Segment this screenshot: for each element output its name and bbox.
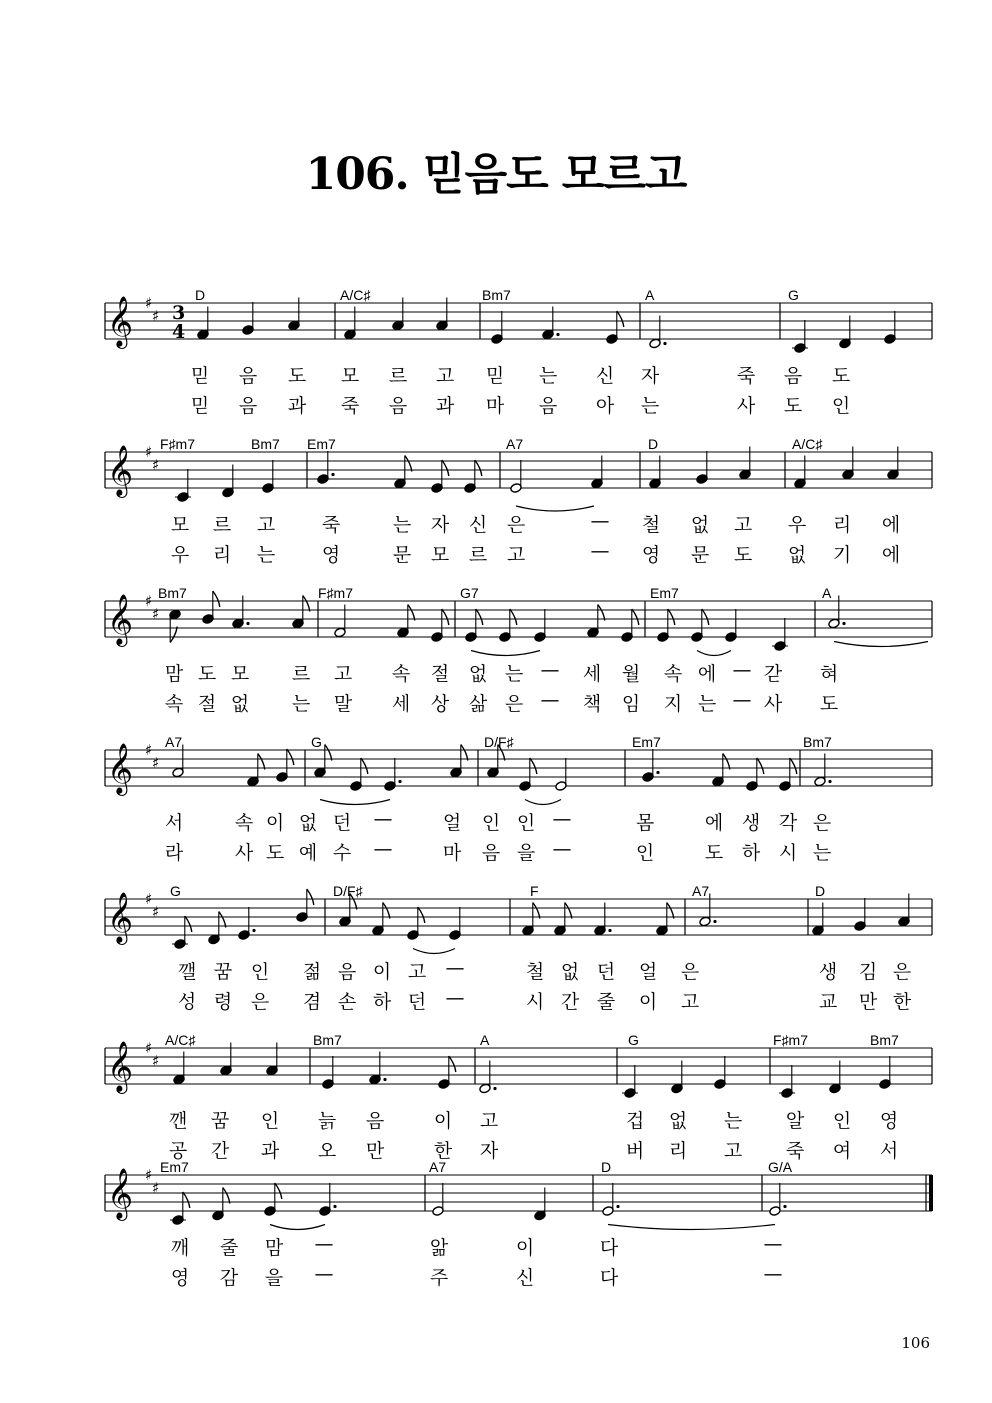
lyric-verse2: 오: [317, 1140, 337, 1162]
chord-symbol: F♯m7: [318, 585, 353, 601]
lyric-verse1: 음: [337, 961, 357, 983]
lyric-verse2: 말: [333, 693, 353, 715]
lyric-verse1: 서: [164, 812, 184, 834]
lyric-verse1: 신: [468, 514, 488, 536]
lyric-verse2: 음: [388, 395, 408, 417]
lyric-verse2: 한: [433, 1140, 453, 1162]
lyric-verse1: 젊: [302, 961, 322, 983]
lyric-verse2: 는: [256, 544, 276, 566]
chord-symbol: A/C♯: [792, 436, 823, 452]
lyric-verse2: 르: [468, 544, 488, 566]
note: [884, 311, 896, 344]
lyric-verse1: 자: [640, 365, 660, 387]
lyric-verse1: 음: [238, 365, 258, 387]
chord-symbol: F♯m7: [773, 1032, 808, 1048]
lyric-verse2: 고: [723, 1140, 743, 1162]
chord-symbol: Bm7: [803, 734, 832, 750]
lyric-verse2: 지: [663, 693, 683, 715]
lyric-verse1: 이: [265, 812, 285, 834]
note: [170, 1192, 190, 1225]
lyric-verse1: 각: [778, 812, 798, 834]
lyric-verse2: 과: [435, 395, 455, 417]
lyric-verse2: —: [445, 987, 465, 1009]
chord-symbol: Em7: [307, 436, 336, 452]
note: [772, 618, 788, 651]
lyric-verse2: 은: [504, 693, 524, 715]
lyric-verse2: 도: [704, 842, 724, 864]
music-system: [0, 875, 992, 1025]
lyric-verse2: 영: [170, 1267, 190, 1289]
tie: [270, 1225, 325, 1230]
lyric-verse1: 은: [506, 514, 526, 536]
chord-symbol: G7: [460, 585, 479, 601]
sharp-icon: ♯: [152, 1052, 160, 1070]
lyric-verse1: 없: [298, 812, 318, 834]
note: [510, 460, 522, 493]
note: [172, 916, 192, 949]
music-system: [0, 428, 992, 578]
lyric-verse1: 르: [388, 365, 408, 387]
tie: [471, 651, 540, 656]
chord-symbol: A7: [506, 436, 524, 452]
lyric-verse1: —: [373, 808, 393, 830]
lyric-verse2: 도: [819, 693, 839, 715]
lyric-verse1: 속: [234, 812, 254, 834]
chord-symbol: A: [822, 585, 832, 601]
sharp-icon: ♯: [145, 1039, 153, 1057]
lyric-verse2: 시: [525, 991, 545, 1013]
lyric-verse1: 늙: [317, 1110, 337, 1132]
lyric-verse1: 모: [170, 514, 190, 536]
chord-symbol: A: [480, 1032, 490, 1048]
lyric-verse2: 버: [625, 1140, 645, 1162]
chord-symbol: D/F♯: [333, 883, 363, 899]
lyric-verse1: 인: [260, 1110, 280, 1132]
sharp-icon: ♯: [145, 592, 153, 610]
lyric-verse2: 감: [219, 1267, 239, 1289]
lyric-verse1: 우: [787, 514, 807, 536]
lyric-verse2: 문: [392, 544, 412, 566]
lyric-verse1: —: [314, 1233, 334, 1255]
lyric-verse2: 기: [832, 544, 852, 566]
staff: [0, 1151, 992, 1231]
sharp-icon: ♯: [152, 903, 160, 921]
lyric-verse1: 인: [481, 812, 501, 834]
lyric-verse2: 간: [210, 1140, 230, 1162]
lyric-verse2: 만: [365, 1140, 385, 1162]
lyric-verse1: 없: [668, 1110, 688, 1132]
lyric-verse1: 은: [892, 961, 912, 983]
lyric-verse1: 고: [435, 365, 455, 387]
lyric-verse2: 음: [538, 395, 558, 417]
chord-symbol: A/C♯: [340, 287, 371, 303]
lyric-verse2: 음: [238, 395, 258, 417]
lyric-verse1: —: [732, 659, 752, 681]
note: [879, 1056, 891, 1089]
lyric-verse2: 상: [430, 693, 450, 715]
lyric-verse1: 세: [582, 663, 602, 685]
lyric-verse2: 는: [640, 395, 660, 417]
lyric-verse2: —: [552, 838, 572, 860]
lyric-verse2: 는: [697, 693, 717, 715]
lyric-verse2: 고: [680, 991, 700, 1013]
lyric-verse1: 월: [621, 663, 641, 685]
treble-clef-icon: 𝄞: [107, 296, 134, 347]
chord-symbol: D: [601, 1159, 612, 1175]
lyric-verse2: 속: [164, 693, 184, 715]
note: [175, 469, 191, 502]
lyric-verse1: 앎: [429, 1237, 449, 1259]
page-number: 106: [901, 1334, 930, 1352]
lyric-verse1: —: [552, 808, 572, 830]
lyric-verse2: 사: [763, 693, 783, 715]
chord-symbol: Bm7: [482, 287, 511, 303]
chord-symbol: G: [628, 1032, 639, 1048]
chord-symbol: A: [645, 287, 655, 303]
lyric-verse1: 속: [391, 663, 411, 685]
lyric-verse1: 없: [468, 663, 488, 685]
lyric-verse2: 죽: [785, 1140, 805, 1162]
chord-symbol: A7: [692, 883, 710, 899]
lyric-verse2: 하: [372, 991, 392, 1013]
lyric-verse2: 절: [197, 693, 217, 715]
lyric-verse2: 을: [516, 842, 536, 864]
lyric-verse2: 세: [391, 693, 411, 715]
lyric-verse2: 인: [635, 842, 655, 864]
tie: [516, 506, 594, 511]
lyric-verse2: 줄: [596, 991, 616, 1013]
lyric-verse2: 아: [595, 395, 615, 417]
chord-symbol: A7: [165, 734, 183, 750]
lyric-verse2: 과: [260, 1140, 280, 1162]
treble-clef-icon: 𝄞: [107, 445, 134, 496]
time-signature-denominator: 4: [172, 321, 186, 343]
lyric-verse1: 는: [723, 1110, 743, 1132]
treble-clef-icon: 𝄞: [107, 892, 134, 943]
lyric-verse2: 하: [741, 842, 761, 864]
lyric-verse1: 얼: [638, 961, 658, 983]
chord-symbol: D/F♯: [484, 734, 514, 750]
lyric-verse1: 도: [197, 663, 217, 685]
chord-symbol: F♯m7: [160, 436, 195, 452]
lyric-verse2: 주: [429, 1267, 449, 1289]
lyric-verse1: 꿈: [213, 961, 233, 983]
lyric-verse1: 철: [641, 514, 661, 536]
lyric-verse2: 자: [479, 1140, 499, 1162]
lyric-verse2: 령: [213, 991, 233, 1013]
chord-symbol: G/A: [768, 1159, 793, 1175]
lyric-verse2: 모: [430, 544, 450, 566]
lyric-verse1: 얼: [442, 812, 462, 834]
lyric-verse1: 김: [858, 961, 878, 983]
lyric-verse1: 꿈: [210, 1110, 230, 1132]
sharp-icon: ♯: [152, 754, 160, 772]
lyric-verse1: 속: [663, 663, 683, 685]
chord-symbol: D: [195, 287, 206, 303]
lyric-verse2: 을: [264, 1267, 284, 1289]
chord-symbol: D: [648, 436, 659, 452]
lyric-verse1: 은: [680, 961, 700, 983]
lyric-verse2: —: [732, 689, 752, 711]
lyric-verse1: 르: [291, 663, 311, 685]
chord-symbol: G: [788, 287, 799, 303]
note: [449, 907, 461, 940]
lyric-verse2: 우: [170, 544, 190, 566]
note: [714, 1056, 726, 1089]
lyric-verse1: 는: [504, 663, 524, 685]
chord-symbol: Em7: [650, 585, 679, 601]
note: [696, 451, 708, 484]
note: [555, 758, 567, 791]
lyric-verse1: 없: [560, 961, 580, 983]
lyric-verse1: 모: [230, 663, 250, 685]
lyric-verse1: 다: [599, 1237, 619, 1259]
sharp-icon: ♯: [145, 741, 153, 759]
lyric-verse1: 인: [832, 1110, 852, 1132]
lyric-verse1: 깰: [177, 961, 197, 983]
lyric-verse1: 던: [596, 961, 616, 983]
lyric-verse1: 은: [812, 812, 832, 834]
lyric-verse2: 만: [858, 991, 878, 1013]
note: [725, 609, 737, 642]
lyric-verse1: 맘: [264, 1237, 284, 1259]
lyric-verse2: 인: [831, 395, 851, 417]
lyric-verse2: 신: [515, 1267, 535, 1289]
sharp-icon: ♯: [152, 307, 160, 325]
chord-symbol: Bm7: [313, 1032, 342, 1048]
final-barline-thick: [929, 1175, 933, 1211]
lyric-verse2: 서: [879, 1140, 899, 1162]
lyric-verse1: 영: [879, 1110, 899, 1132]
lyric-verse1: 고: [333, 663, 353, 685]
lyric-verse2: 시: [778, 842, 798, 864]
lyric-verse2: 영: [641, 544, 661, 566]
lyric-verse1: 생: [818, 961, 838, 983]
lyric-verse2: 수: [332, 842, 352, 864]
chord-symbol: D: [815, 883, 826, 899]
lyric-verse1: 이: [515, 1237, 535, 1259]
lyric-verse1: 인: [516, 812, 536, 834]
note: [262, 460, 274, 493]
treble-clef-icon: 𝄞: [107, 1168, 134, 1219]
lyric-verse2: 한: [892, 991, 912, 1013]
lyric-verse1: 맘: [164, 663, 184, 685]
lyric-verse2: —: [373, 838, 393, 860]
note: [242, 302, 254, 335]
lyric-verse1: 혀: [819, 663, 839, 685]
lyric-verse2: 없: [787, 544, 807, 566]
chord-symbol: A/C♯: [165, 1032, 196, 1048]
lyric-verse1: 는: [392, 514, 412, 536]
lyric-verse2: 교: [818, 991, 838, 1013]
lyric-verse2: 던: [407, 991, 427, 1013]
sharp-icon: ♯: [145, 890, 153, 908]
lyric-verse1: 깬: [168, 1110, 188, 1132]
chord-symbol: Bm7: [158, 585, 187, 601]
lyric-verse2: 책: [582, 693, 602, 715]
lyric-verse2: 문: [690, 544, 710, 566]
sharp-icon: ♯: [145, 1166, 153, 1184]
lyric-verse1: 철: [525, 961, 545, 983]
lyric-verse2: 다: [599, 1267, 619, 1289]
lyric-verse1: —: [763, 1233, 783, 1255]
sharp-icon: ♯: [145, 294, 153, 312]
note: [792, 320, 808, 353]
lyric-verse1: 고: [479, 1110, 499, 1132]
lyric-verse2: 죽: [340, 395, 360, 417]
chord-symbol: G: [170, 883, 181, 899]
note: [432, 1183, 444, 1216]
lyric-verse1: 도: [287, 365, 307, 387]
lyric-verse2: —: [314, 1263, 334, 1285]
lyric-verse2: 없: [230, 693, 250, 715]
lyric-verse2: —: [540, 689, 560, 711]
lyric-verse2: 손: [337, 991, 357, 1013]
lyric-verse2: 간: [560, 991, 580, 1013]
lyric-verse1: 리: [832, 514, 852, 536]
chord-symbol: G: [311, 734, 322, 750]
lyric-verse1: —: [590, 510, 610, 532]
lyric-verse1: 르: [212, 514, 232, 536]
tie: [697, 651, 731, 656]
lyric-verse1: 인: [250, 961, 270, 983]
lyric-verse2: 도: [783, 395, 803, 417]
lyric-verse2: 음: [481, 842, 501, 864]
lyric-verse1: 고: [407, 961, 427, 983]
tie: [834, 642, 928, 647]
lyric-verse1: 자: [430, 514, 450, 536]
tie: [413, 949, 455, 954]
lyric-verse1: 없: [690, 514, 710, 536]
lyric-verse2: —: [763, 1263, 783, 1285]
lyric-verse2: 도: [265, 842, 285, 864]
lyric-verse1: 고: [733, 514, 753, 536]
lyric-verse2: 여: [832, 1140, 852, 1162]
lyric-verse2: 에: [881, 544, 901, 566]
lyric-verse2: 도: [733, 544, 753, 566]
staff: [0, 875, 992, 955]
lyric-verse1: 고: [256, 514, 276, 536]
lyric-verse1: 모: [340, 365, 360, 387]
chord-symbol: Em7: [160, 1159, 189, 1175]
staff: [0, 428, 992, 508]
chord-symbol: Bm7: [870, 1032, 899, 1048]
lyric-verse1: —: [445, 957, 465, 979]
chord-symbol: Bm7: [251, 436, 280, 452]
time-signature-numerator: 3: [172, 302, 186, 324]
tie: [320, 800, 390, 805]
note: [322, 1056, 334, 1089]
music-system: [0, 726, 992, 876]
lyric-verse2: 마: [442, 842, 462, 864]
sharp-icon: ♯: [152, 456, 160, 474]
note: [854, 898, 866, 931]
note: [534, 609, 546, 642]
tie: [608, 1225, 775, 1230]
music-system: [0, 577, 992, 727]
lyric-verse2: 은: [250, 991, 270, 1013]
lyric-verse2: 공: [168, 1140, 188, 1162]
page-title: 106. 믿음도 모르고: [305, 149, 687, 200]
lyric-verse2: 겸: [302, 991, 322, 1013]
lyric-verse2: 라: [164, 842, 184, 864]
lyric-verse1: 이: [372, 961, 392, 983]
lyric-verse1: 갇: [763, 663, 783, 685]
sharp-icon: ♯: [152, 1179, 160, 1197]
treble-clef-icon: 𝄞: [107, 1041, 134, 1092]
music-system: [0, 1151, 992, 1301]
lyric-verse1: 도: [831, 365, 851, 387]
lyric-verse2: 과: [287, 395, 307, 417]
lyric-verse1: 겁: [625, 1110, 645, 1132]
lyric-verse2: 성: [177, 991, 197, 1013]
lyric-verse1: 던: [332, 812, 352, 834]
lyric-verse1: 알: [785, 1110, 805, 1132]
lyric-verse1: 는: [538, 365, 558, 387]
lyric-verse2: 고: [506, 544, 526, 566]
lyric-verse2: 임: [621, 693, 641, 715]
lyric-verse2: —: [590, 540, 610, 562]
lyric-verse1: 음: [783, 365, 803, 387]
lyric-verse1: 깨: [170, 1237, 190, 1259]
lyric-verse2: 리: [668, 1140, 688, 1162]
lyric-verse1: 에: [704, 812, 724, 834]
lyric-verse1: 죽: [736, 365, 756, 387]
lyric-verse2: 영: [321, 544, 341, 566]
staff: [0, 1024, 992, 1104]
lyric-verse1: —: [540, 659, 560, 681]
sharp-icon: ♯: [145, 443, 153, 461]
lyric-verse1: 신: [595, 365, 615, 387]
lyric-verse1: 죽: [321, 514, 341, 536]
note: [622, 1065, 638, 1098]
note: [491, 311, 503, 344]
sharp-icon: ♯: [152, 605, 160, 623]
lyric-verse1: 이: [433, 1110, 453, 1132]
lyric-verse1: 몸: [635, 812, 655, 834]
chord-symbol: A7: [429, 1159, 447, 1175]
lyric-verse2: 리: [212, 544, 232, 566]
treble-clef-icon: 𝄞: [107, 743, 134, 794]
lyric-verse2: 예: [298, 842, 318, 864]
lyric-verse2: 는: [812, 842, 832, 864]
lyric-verse2: 사: [234, 842, 254, 864]
lyric-verse1: 믿: [485, 365, 505, 387]
lyric-verse1: 생: [741, 812, 761, 834]
lyric-verse2: 믿: [190, 395, 210, 417]
lyric-verse1: 에: [881, 514, 901, 536]
note: [779, 1065, 795, 1098]
lyric-verse2: 사: [736, 395, 756, 417]
lyric-verse2: 이: [638, 991, 658, 1013]
lyric-verse2: 삶: [468, 693, 488, 715]
lyric-verse1: 줄: [219, 1237, 239, 1259]
lyric-verse2: 는: [291, 693, 311, 715]
lyric-verse2: 마: [485, 395, 505, 417]
lyric-verse1: 에: [697, 663, 717, 685]
treble-clef-icon: 𝄞: [107, 594, 134, 645]
music-system: [0, 279, 992, 429]
staff: [0, 577, 992, 657]
lyric-verse1: 음: [365, 1110, 385, 1132]
chord-symbol: F: [530, 883, 539, 899]
tie: [525, 800, 561, 805]
lyric-verse1: 절: [430, 663, 450, 685]
chord-symbol: Em7: [632, 734, 661, 750]
lyric-verse1: 믿: [190, 365, 210, 387]
